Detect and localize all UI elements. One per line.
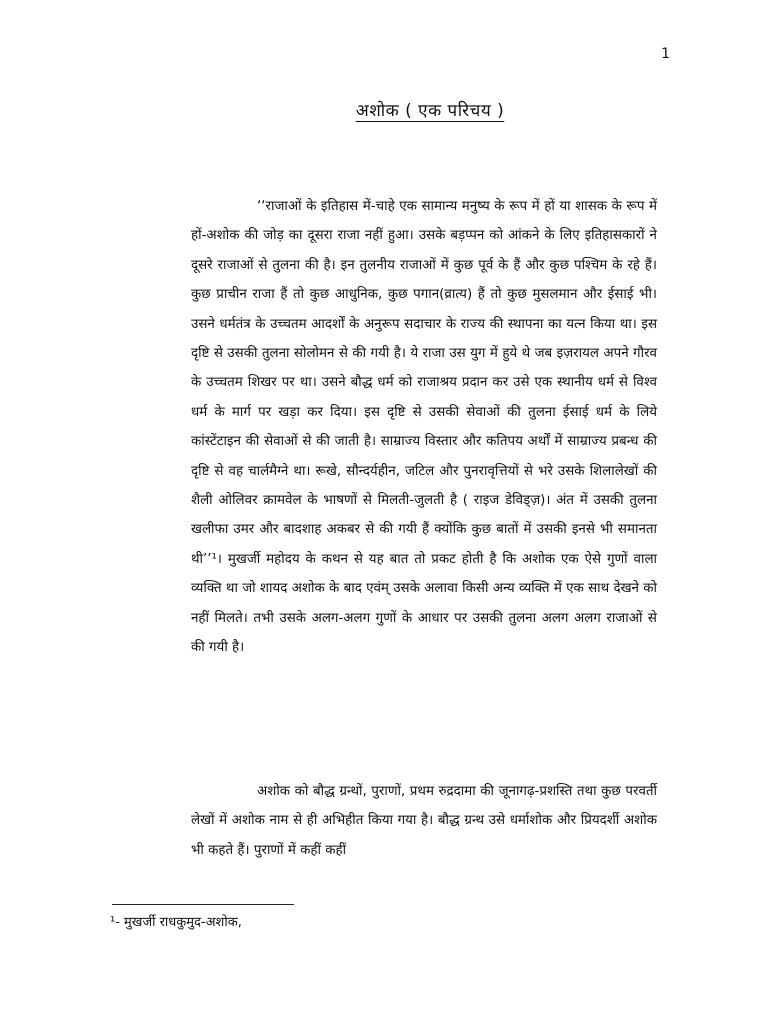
body-paragraph-1: ‘‘राजाओं के इतिहास में-चाहे एक सामान्य मनुष्य के रूप में हों या शासक के रूप में हों-अशोक की जोड़ का दूसरा राजा नहीं हुआ। उसके बड़प्पन को आंकने के लिए इतिहासकारों ने दूसरे राजाओं से तुलना की है। इन तुलनीय राजाओं में कुछ पूर्व के हैं और कुछ पश्चिम के रहे हैं। कुछ प्राचीन राजा हैं तो कुछ आधुनिक, कुछ पगान(व्रात्य) हैं तो कुछ मुसलमान और ईसाई भी। उसने धर्मतंत्र के उच्चतम आदर्शों के अनुरूप सदाचार के राज्य की स्थापना का यत्न किया था। इस दृष्टि से उसकी तुलना सोलोमन से की गयी है। ये राजा उस युग में हुये थे जब इज़रायल अपने गौरव के उच्चतम शिखर पर था। उसने बौद्ध धर्म को राजाश्रय प्रदान कर उसे एक स्थानीय धर्म से विश्व धर्म के मार्ग पर खड़ा कर दिया। इस दृष्टि से उसकी सेवाओं की तुलना ईसाई धर्म के लिये कांस्टेंटाइन की सेवाओं से की जाती है। साम्राज्य विस्तार और कतिपय अर्थों में साम्राज्य प्रबन्ध की दृष्टि से वह चार्लमैग्ने था। रूखे, सौन्दर्यहीन, जटिल और पुनरावृत्तियों से भरे उसके शिलालेखों की शैली ओलिवर क्रामवेल के भाषणों से मिलती-जुलती है ( राइज डेविड्ज़)। अंत में उसकी तुलना खलीफा उमर और बादशाह अकबर से की गयी हैं क्योंकि कुछ बातों में उसकी इनसे भी समानता थी’’¹। मुखर्जी महोदय के कथन से यह बात तो प्रकट होती है कि अशोक एक ऐसे गुणों वाला व्यक्ति था जो शायद अशोक के बाद एवंम् उसके अलावा किसी अन्य व्यक्ति में एक साथ देखने को नहीं मिलते। तभी उसके अलग-अलग गुणों के आधार पर उसकी तुलना अलग अलग राजाओं से की गयी है। [191, 199, 657, 656]
footnote: ¹- मुखर्जी राधकुमुद-अशोक, [110, 915, 242, 930]
footnote-divider [112, 904, 294, 905]
page-title-text: अशोक ( एक परिचय ) [355, 101, 505, 121]
body-paragraph-2: अशोक को बौद्ध ग्रन्थों, पुराणों, प्रथम रुद्रदामा की जूनागढ़-प्रशस्ति तथा कुछ परवर्ती लेखों में अशोक नाम से ही अभिहीत किया गया है। बौद्ध ग्रन्थ उसे धर्माशोक और प्रियदर्शी अशोक भी कहते हैं। पुराणों में कहीं कहीं [191, 784, 657, 858]
page-number: 1 [661, 46, 670, 62]
page-title [0, 98, 768, 121]
